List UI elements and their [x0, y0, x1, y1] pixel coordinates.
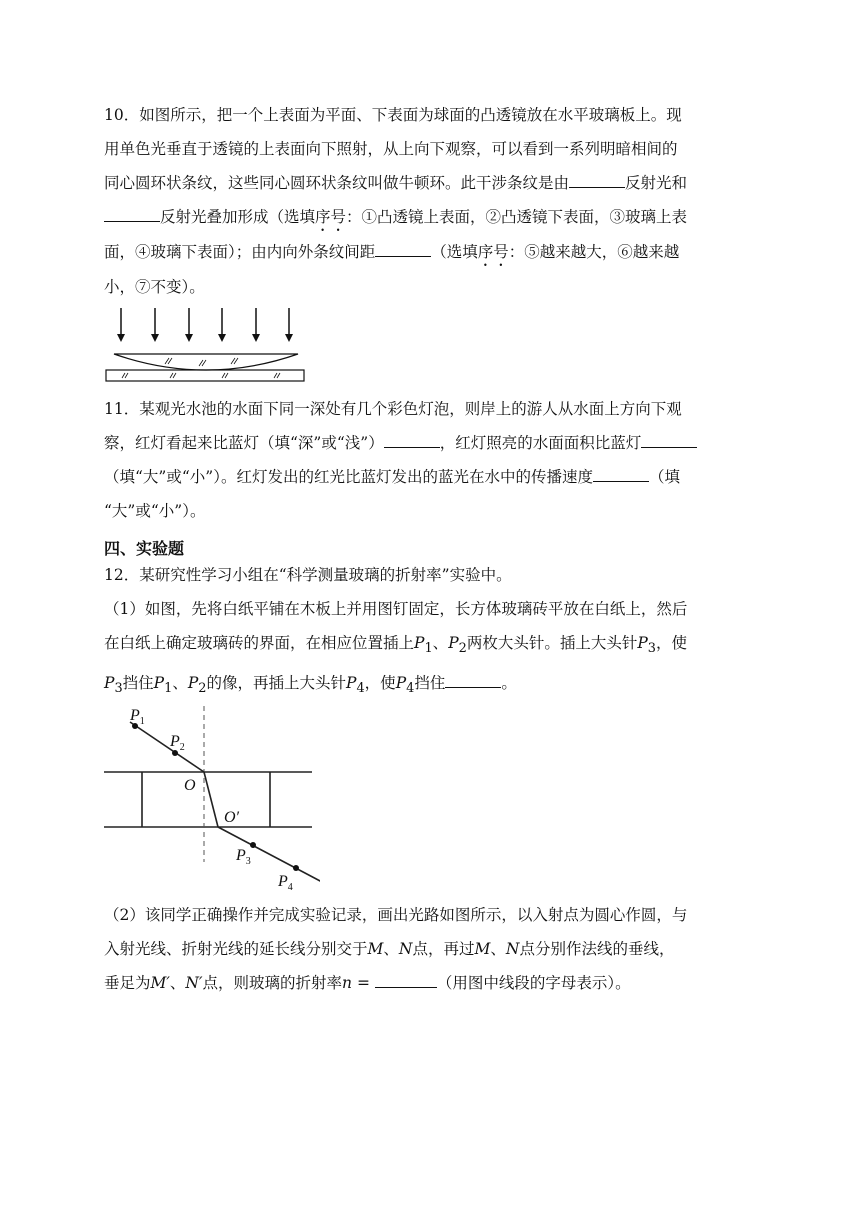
light-arrows	[117, 308, 293, 342]
refraction-figure	[100, 702, 320, 898]
q12-intro: 12．某研究性学习小组在“科学测量玻璃的折射率”实验中。	[104, 566, 512, 584]
label-p3: $P_3$	[236, 847, 251, 867]
q12-p2-line-1: （2）该同学正确操作并完成实验记录，画出光路如图所示，以入射点为圆心作圆，与	[104, 906, 688, 924]
q10-line-2: 用单色光垂直于透镜的上表面向下照射，从上向下观察，可以看到一系列明暗相间的	[104, 140, 678, 158]
q12-p1-line-3: $P_3$挡住$P_1$、$P_2$的像，再插上大头针$P_4$，使$P_4$挡住 。	[104, 666, 754, 706]
question-12-part-2	[104, 898, 754, 1000]
refracted-ray	[204, 772, 218, 827]
q10-line-6: 小，⑦不变）。	[104, 278, 205, 296]
question-10	[104, 98, 754, 304]
q11-line-2: 察，红灯看起来比蓝灯（填“深”或“浅”） ，红灯照亮的水面面积比蓝灯	[104, 426, 754, 460]
plate-hatch	[122, 373, 280, 378]
pin-p2	[172, 750, 178, 756]
convex-lens	[114, 354, 298, 370]
q10-line-1: 10．如图所示，把一个上表面为平面、下表面为球面的凸透镜放在水平玻璃板上。现	[104, 106, 682, 124]
lens-hatch	[165, 358, 238, 366]
q10-line-5: 面，④玻璃下表面）；由内向外条纹间距 （选填序号：⑤越来越大，⑥越来越	[104, 235, 754, 270]
label-o-prime: O′	[224, 809, 240, 826]
q10-line-4: 反射光叠加形成（选填序号：①凸透镜上表面，②凸透镜下表面，③玻璃上表	[104, 200, 754, 235]
glass-plate	[106, 370, 304, 381]
q12-p1-line-1: （1）如图，先将白纸平铺在木板上并用图钉固定，长方体玻璃砖平放在白纸上，然后	[104, 600, 688, 618]
q11-line-1: 11．某观光水池的水面下同一深处有几个彩色灯泡，则岸上的游人从水面上方向下观	[104, 400, 682, 418]
question-12-part-1	[104, 558, 754, 706]
answer-blank[interactable]	[104, 203, 160, 222]
answer-blank[interactable]	[445, 669, 501, 688]
answer-blank[interactable]	[593, 463, 649, 482]
q12-p2-line-3: 垂足为M′、N′点，则玻璃的折射率n = （用图中线段的字母表示）。	[104, 966, 754, 1000]
section-title: 四、实验题	[104, 539, 185, 558]
answer-blank[interactable]	[569, 169, 625, 188]
label-o: O	[184, 777, 196, 794]
emergent-ray	[218, 827, 320, 882]
q11-line-3: （填“大”或“小”）。红灯发出的红光比蓝灯发出的蓝光在水中的传播速度 （填	[104, 460, 754, 494]
label-p4: $P_4$	[278, 873, 293, 893]
q11-line-4: “大”或“小”）。	[104, 502, 206, 520]
question-11	[104, 392, 754, 528]
pin-p4	[293, 865, 299, 871]
answer-blank[interactable]	[375, 969, 437, 988]
newton-rings-figure	[100, 306, 310, 386]
q12-p2-line-2: 入射光线、折射光线的延长线分别交于M、N点，再过M、N点分别作法线的垂线，	[104, 940, 675, 958]
pin-p3	[250, 842, 256, 848]
q10-line-3: 同心圆环状条纹，这些同心圆环状条纹叫做牛顿环。此干涉条纹是由 反射光和	[104, 166, 754, 200]
answer-blank[interactable]	[384, 429, 440, 448]
incident-ray	[130, 722, 204, 772]
label-p2: $P_2$	[170, 733, 185, 753]
label-p1: $P_1$	[130, 707, 145, 727]
answer-blank[interactable]	[641, 429, 697, 448]
q12-p1-line-2: 在白纸上确定玻璃砖的界面，在相应位置插上$P_1$、$P_2$两枚大头针。插上大头针$P_3$，使	[104, 634, 688, 657]
answer-blank[interactable]	[375, 238, 431, 257]
